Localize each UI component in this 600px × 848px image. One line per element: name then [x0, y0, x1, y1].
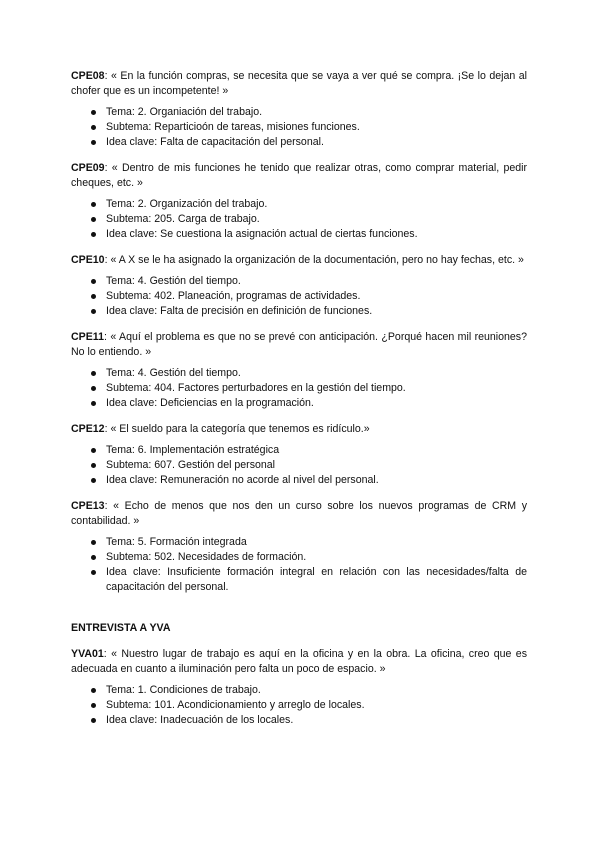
bullet-idea-clave: Idea clave: Falta de capacitación del personal.: [71, 135, 527, 150]
bullet-tema: Tema: 4. Gestión del tiempo.: [71, 366, 527, 381]
entry-cpe09: [71, 161, 527, 242]
entry-bullet-list: [71, 683, 527, 728]
entry-code: CPE09: [71, 162, 105, 174]
entry-quote: [71, 253, 527, 268]
entry-cpe11: [71, 330, 527, 411]
bullet-subtema: Subtema: Reparticioón de tareas, misiones funciones.: [71, 120, 527, 135]
bullet-subtema: Subtema: 404. Factores perturbadores en la gestión del tiempo.: [71, 381, 527, 396]
entry-quote-text: : « Dentro de mis funciones he tenido que realizar otras, como comprar material, pedir cheques, etc. »: [71, 162, 527, 189]
entry-bullet-list: [71, 443, 527, 488]
entry-quote-text: : « Nuestro lugar de trabajo es aquí en la oficina y en la obra. La oficina, creo que es adecuada en cuanto a iluminación pero falta un poco de espacio. »: [71, 648, 527, 675]
bullet-subtema: Subtema: 205. Carga de trabajo.: [71, 212, 527, 227]
bullet-subtema: Subtema: 402. Planeación, programas de actividades.: [71, 289, 527, 304]
entry-quote: [71, 422, 527, 437]
bullet-subtema: Subtema: 502. Necesidades de formación.: [71, 550, 527, 565]
bullet-tema: Tema: 5. Formación integrada: [71, 535, 527, 550]
entry-quote-text: : « El sueldo para la categoría que tenemos es ridículo.»: [104, 423, 370, 435]
bullet-idea-clave: Idea clave: Remuneración no acorde al nivel del personal.: [71, 473, 527, 488]
bullet-tema: Tema: 4. Gestión del tiempo.: [71, 274, 527, 289]
entry-quote: [71, 330, 527, 360]
bullet-tema: Tema: 2. Organiación del trabajo.: [71, 105, 527, 120]
entry-bullet-list: [71, 535, 527, 595]
page-content: [71, 69, 527, 739]
entry-quote-text: : « En la función compras, se necesita que se vaya a ver qué se compra. ¡Se lo dejan al chofer que es un incompetente! »: [71, 70, 527, 97]
entry-quote: [71, 499, 527, 529]
bullet-idea-clave: Idea clave: Deficiencias en la programación.: [71, 396, 527, 411]
entry-code: CPE12: [71, 423, 105, 435]
entry-bullet-list: [71, 197, 527, 242]
entry-code: CPE10: [71, 254, 105, 266]
entry-quote-text: : « Aquí el problema es que no se prevé con anticipación. ¿Porqué hacen mil reuniones? No lo entiendo. »: [71, 331, 527, 358]
entry-code: CPE13: [71, 500, 105, 512]
entry-cpe13: [71, 499, 527, 595]
bullet-tema: Tema: 2. Organización del trabajo.: [71, 197, 527, 212]
entry-quote: [71, 161, 527, 191]
bullet-idea-clave: Idea clave: Insuficiente formación integral en relación con las necesidades/falta de capacitación del personal.: [71, 565, 527, 595]
entry-quote-text: : « Echo de menos que nos den un curso sobre los nuevos programas de CRM y contabilidad. »: [71, 500, 527, 527]
bullet-subtema: Subtema: 101. Acondicionamiento y arreglo de locales.: [71, 698, 527, 713]
bullet-tema: Tema: 6. Implementación estratégica: [71, 443, 527, 458]
entry-quote: [71, 69, 527, 99]
bullet-idea-clave: Idea clave: Falta de precisión en definición de funciones.: [71, 304, 527, 319]
entry-bullet-list: [71, 274, 527, 319]
entry-yva01: [71, 647, 527, 728]
bullet-subtema: Subtema: 607. Gestión del personal: [71, 458, 527, 473]
entry-code: YVA01: [71, 648, 104, 660]
entry-bullet-list: [71, 105, 527, 150]
bullet-idea-clave: Idea clave: Se cuestiona la asignación actual de ciertas funciones.: [71, 227, 527, 242]
entry-bullet-list: [71, 366, 527, 411]
bullet-tema: Tema: 1. Condiciones de trabajo.: [71, 683, 527, 698]
entry-cpe08: [71, 69, 527, 150]
entry-cpe12: [71, 422, 527, 488]
entry-code: CPE11: [71, 331, 104, 343]
entry-cpe10: [71, 253, 527, 319]
bullet-idea-clave: Idea clave: Inadecuación de los locales.: [71, 713, 527, 728]
entry-code: CPE08: [71, 70, 105, 82]
section-heading: ENTREVISTA A YVA: [71, 622, 171, 634]
entry-quote: [71, 647, 527, 677]
entry-quote-text: : « A X se le ha asignado la organización de la documentación, pero no hay fechas, etc. »: [104, 254, 524, 266]
